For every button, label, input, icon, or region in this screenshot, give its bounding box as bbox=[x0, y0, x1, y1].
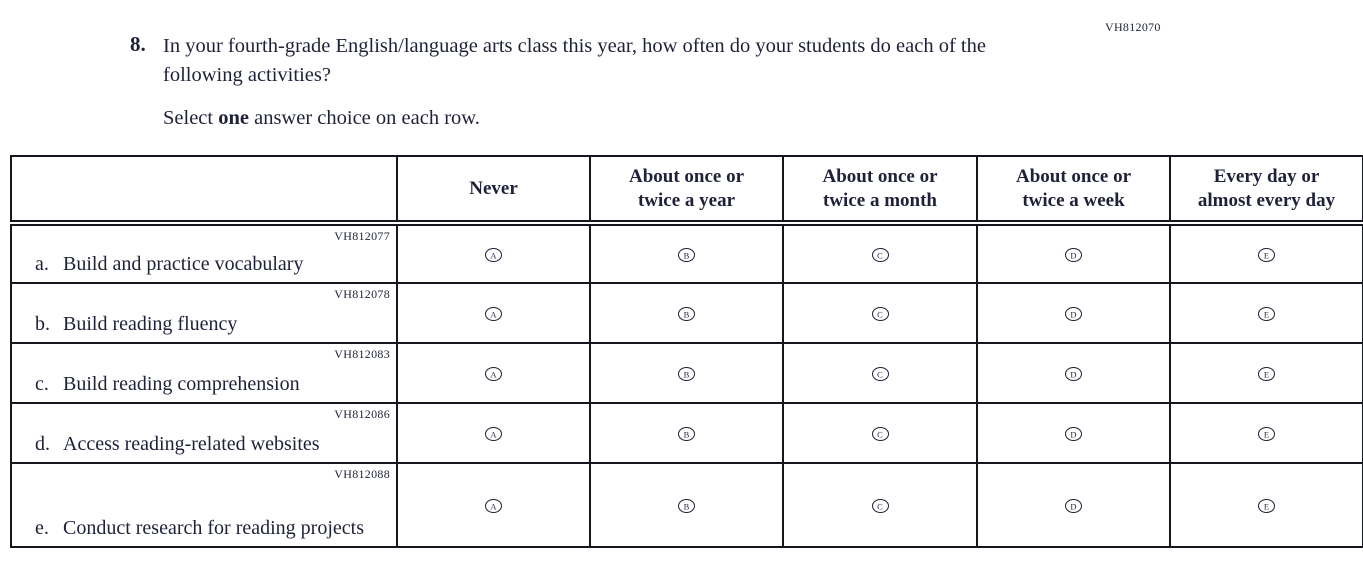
item-label bbox=[35, 432, 388, 457]
question-instruction bbox=[163, 107, 1070, 130]
answer-cell bbox=[1170, 283, 1363, 343]
question-number: 8. bbox=[130, 32, 146, 56]
item-label bbox=[35, 252, 388, 277]
answer-cell bbox=[590, 283, 783, 343]
option-bubble-e[interactable] bbox=[1258, 307, 1275, 321]
instruction-prefix: Select bbox=[163, 107, 219, 129]
answer-cell bbox=[1170, 463, 1363, 547]
option-bubble-e[interactable] bbox=[1258, 427, 1275, 441]
answer-cell bbox=[590, 403, 783, 463]
answer-cell bbox=[397, 403, 590, 463]
option-letter: E bbox=[1263, 309, 1270, 320]
option-bubble-c[interactable] bbox=[872, 367, 889, 381]
option-letter: C bbox=[877, 309, 883, 320]
option-bubble-a[interactable] bbox=[485, 248, 502, 262]
option-bubble-a[interactable] bbox=[485, 367, 502, 381]
option-bubble-b[interactable] bbox=[678, 499, 695, 513]
item-code: VH812078 bbox=[334, 287, 390, 301]
header-row bbox=[11, 156, 1363, 223]
item-label bbox=[35, 372, 388, 397]
option-bubble-d[interactable] bbox=[1065, 307, 1082, 321]
answer-cell bbox=[783, 223, 977, 283]
column-header-never bbox=[397, 156, 590, 223]
answer-cell bbox=[977, 463, 1170, 547]
option-letter: D bbox=[1070, 250, 1077, 261]
column-header-line2: twice a month bbox=[823, 189, 937, 211]
item-cell bbox=[11, 283, 397, 343]
item-text: Build and practice vocabulary bbox=[63, 253, 304, 275]
option-bubble-c[interactable] bbox=[872, 307, 889, 321]
option-letter: A bbox=[490, 309, 497, 320]
option-letter: B bbox=[683, 250, 690, 261]
column-header-every-day bbox=[1170, 156, 1363, 223]
question-line bbox=[130, 32, 1070, 90]
item-marker: a. bbox=[35, 253, 49, 275]
option-bubble-b[interactable] bbox=[678, 367, 695, 381]
option-letter: B bbox=[683, 369, 690, 380]
column-header-twice-a-month bbox=[783, 156, 977, 223]
option-letter: C bbox=[877, 250, 883, 261]
item-cell bbox=[11, 223, 397, 283]
option-letter: B bbox=[683, 429, 690, 440]
option-bubble-d[interactable] bbox=[1065, 427, 1082, 441]
item-cell bbox=[11, 463, 397, 547]
column-header-line2: twice a week bbox=[1022, 189, 1125, 211]
option-letter: C bbox=[877, 369, 883, 380]
answer-cell bbox=[590, 463, 783, 547]
answer-cell bbox=[783, 463, 977, 547]
option-letter: D bbox=[1070, 501, 1077, 512]
table-row-c bbox=[11, 343, 1363, 403]
answer-cell bbox=[590, 343, 783, 403]
answer-cell bbox=[397, 343, 590, 403]
answer-cell bbox=[783, 283, 977, 343]
answer-cell bbox=[1170, 223, 1363, 283]
option-bubble-a[interactable] bbox=[485, 427, 502, 441]
option-letter: D bbox=[1070, 429, 1077, 440]
option-letter: A bbox=[490, 369, 497, 380]
item-marker: e. bbox=[35, 517, 49, 539]
form-code: VH812070 bbox=[1105, 20, 1161, 34]
answer-cell bbox=[397, 223, 590, 283]
option-bubble-a[interactable] bbox=[485, 499, 502, 513]
answer-cell bbox=[783, 343, 977, 403]
column-header-line1: About once or bbox=[1015, 166, 1132, 188]
answer-cell bbox=[590, 223, 783, 283]
option-letter: D bbox=[1070, 369, 1077, 380]
answer-cell bbox=[977, 403, 1170, 463]
table-row-e bbox=[11, 463, 1363, 547]
option-letter: A bbox=[490, 250, 497, 261]
option-bubble-b[interactable] bbox=[678, 307, 695, 321]
item-text: Conduct research for reading projects bbox=[63, 517, 364, 539]
question-block bbox=[130, 32, 1070, 130]
option-letter: D bbox=[1070, 309, 1077, 320]
table-row-d bbox=[11, 403, 1363, 463]
option-letter: C bbox=[877, 429, 883, 440]
option-letter: E bbox=[1263, 250, 1270, 261]
option-bubble-e[interactable] bbox=[1258, 367, 1275, 381]
answer-cell bbox=[977, 283, 1170, 343]
item-code: VH812077 bbox=[334, 229, 390, 243]
item-marker: d. bbox=[35, 433, 50, 455]
column-header-line1: Every day or bbox=[1213, 166, 1320, 188]
item-text: Build reading comprehension bbox=[63, 373, 300, 395]
answer-cell bbox=[1170, 343, 1363, 403]
option-bubble-d[interactable] bbox=[1065, 248, 1082, 262]
answer-cell bbox=[977, 343, 1170, 403]
option-letter: A bbox=[490, 501, 497, 512]
item-code: VH812083 bbox=[334, 347, 390, 361]
table-row-a bbox=[11, 223, 1363, 283]
option-letter: E bbox=[1263, 429, 1270, 440]
option-bubble-b[interactable] bbox=[678, 427, 695, 441]
answer-cell bbox=[397, 283, 590, 343]
item-code: VH812088 bbox=[334, 467, 390, 481]
answer-cell bbox=[783, 403, 977, 463]
option-letter: E bbox=[1263, 501, 1270, 512]
column-header-line1: About once or bbox=[822, 166, 938, 188]
column-header-line1: Never bbox=[469, 177, 518, 199]
item-cell bbox=[11, 403, 397, 463]
option-letter: E bbox=[1263, 369, 1270, 380]
question-text: In your fourth-grade English/language arts class this year, how often do your students do each of the following activities? bbox=[163, 35, 986, 86]
option-bubble-d[interactable] bbox=[1065, 499, 1082, 513]
option-bubble-e[interactable] bbox=[1258, 248, 1275, 262]
column-header-line2: almost every day bbox=[1197, 189, 1336, 211]
column-header-line2: twice a year bbox=[637, 189, 736, 211]
item-text: Access reading-related websites bbox=[63, 433, 320, 455]
column-header-twice-a-year bbox=[590, 156, 783, 223]
answer-cell bbox=[977, 223, 1170, 283]
option-bubble-c[interactable] bbox=[872, 248, 889, 262]
item-code: VH812086 bbox=[334, 407, 390, 421]
frequency-matrix-table bbox=[10, 155, 1363, 548]
item-cell bbox=[11, 343, 397, 403]
answer-cell bbox=[397, 463, 590, 547]
option-bubble-c[interactable] bbox=[872, 427, 889, 441]
table-row-b bbox=[11, 283, 1363, 343]
item-label bbox=[35, 312, 388, 337]
option-bubble-d[interactable] bbox=[1065, 367, 1082, 381]
item-marker: c. bbox=[35, 373, 49, 395]
column-header-line1: About once or bbox=[628, 166, 745, 188]
item-marker: b. bbox=[35, 313, 50, 335]
column-header-twice-a-week bbox=[977, 156, 1170, 223]
option-letter: B bbox=[683, 309, 690, 320]
option-bubble-e[interactable] bbox=[1258, 499, 1275, 513]
instruction-suffix: answer choice on each row. bbox=[248, 107, 480, 129]
option-letter: B bbox=[683, 501, 690, 512]
item-label bbox=[35, 516, 388, 541]
option-letter: A bbox=[490, 429, 497, 440]
option-bubble-a[interactable] bbox=[485, 307, 502, 321]
header-empty-cell bbox=[11, 156, 397, 223]
item-text: Build reading fluency bbox=[63, 313, 238, 335]
option-bubble-b[interactable] bbox=[678, 248, 695, 262]
option-bubble-c[interactable] bbox=[872, 499, 889, 513]
instruction-bold: one bbox=[218, 107, 249, 129]
answer-cell bbox=[1170, 403, 1363, 463]
option-letter: C bbox=[877, 501, 883, 512]
